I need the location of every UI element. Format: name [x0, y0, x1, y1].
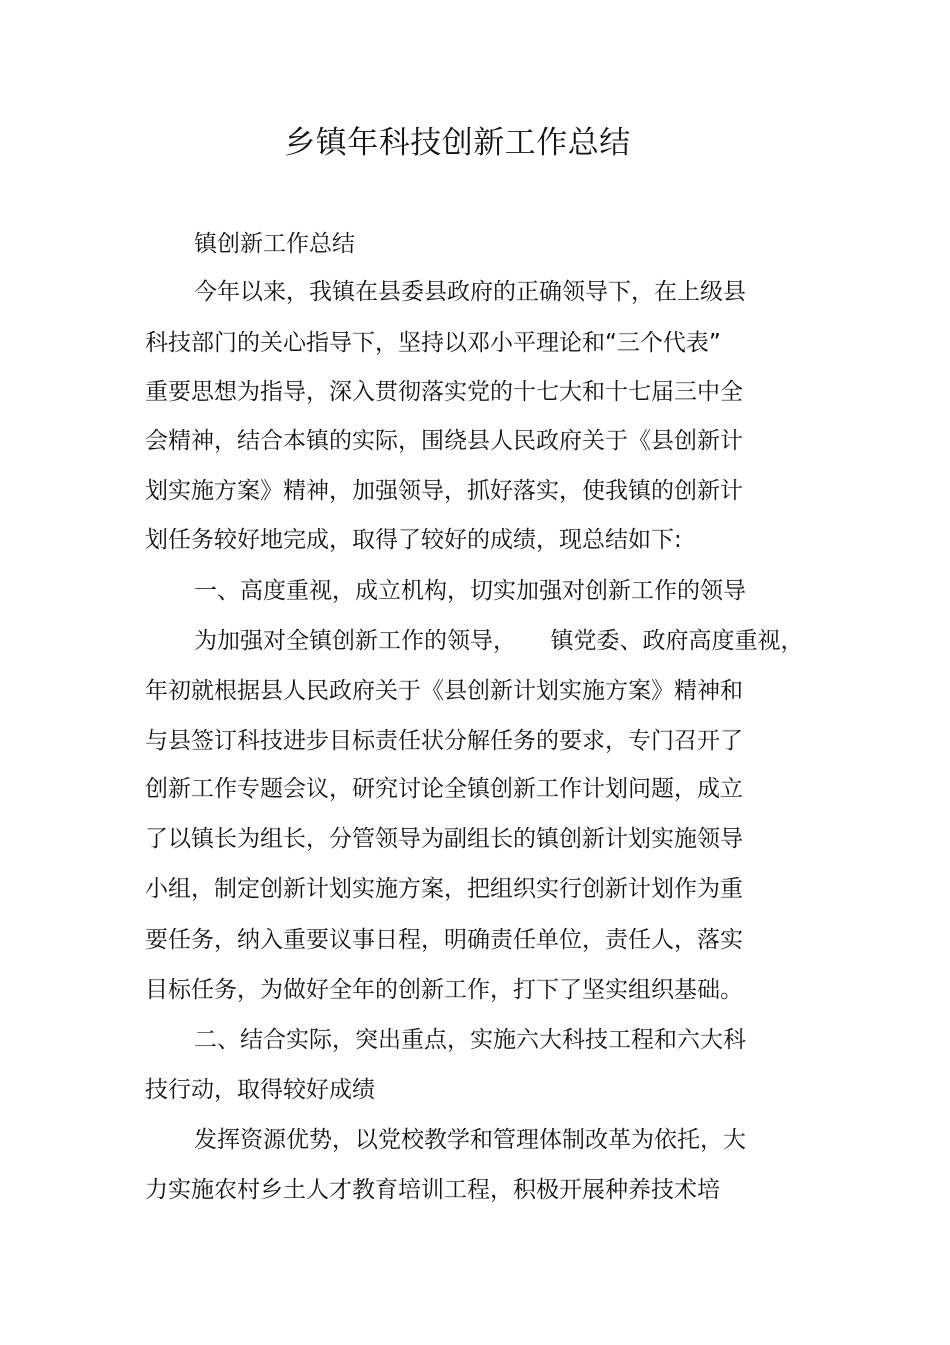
paragraph-line: 目标任务，为做好全年的创新工作，打下了坚实组织基础。	[145, 977, 743, 1003]
paragraph-line: 为加强对全镇创新工作的领导， 镇党委、政府高度重视，	[194, 628, 804, 654]
section-heading: 技行动，取得较好成绩	[145, 1077, 375, 1103]
section-heading: 一、高度重视，成立机构，切实加强对创新工作的领导	[194, 578, 746, 604]
paragraph-line: 了以镇长为组长，分管领导为副组长的镇创新计划实施领导	[145, 826, 743, 852]
paragraph-line: 会精神，结合本镇的实际，围绕县人民政府关于《县创新计	[145, 428, 743, 454]
paragraph-line: 年初就根据县人民政府关于《县创新计划实施方案》精神和	[145, 678, 743, 704]
paragraph-line: 创新工作专题会议，研究讨论全镇创新工作计划问题，成立	[145, 776, 743, 802]
paragraph-line: 划任务较好地完成，取得了较好的成绩，现总结如下:	[145, 527, 682, 553]
paragraph-line: 镇创新工作总结	[194, 231, 355, 257]
paragraph-line: 力实施农村乡土人才教育培训工程，积极开展种养技术培	[145, 1177, 720, 1203]
document-title: 乡镇年科技创新工作总结	[284, 125, 631, 161]
paragraph-line: 划实施方案》精神，加强领导，抓好落实，使我镇的创新计	[145, 478, 743, 504]
paragraph-line: 小组，制定创新计划实施方案，把组织实行创新计划作为重	[145, 876, 743, 902]
paragraph-line: 科技部门的关心指导下，坚持以邓小平理论和“三个代表”	[145, 330, 721, 356]
paragraph-line: 今年以来，我镇在县委县政府的正确领导下，在上级县	[194, 279, 746, 305]
paragraph-line: 发挥资源优势，以党校教学和管理体制改革为依托，大	[194, 1127, 746, 1153]
paragraph-line: 重要思想为指导，深入贯彻落实党的十七大和十七届三中全	[145, 379, 743, 405]
paragraph-line: 与县签订科技进步目标责任状分解任务的要求，专门召开了	[145, 728, 743, 754]
paragraph-line: 要任务，纳入重要议事日程，明确责任单位，责任人，落实	[145, 927, 743, 953]
section-heading: 二、结合实际，突出重点，实施六大科技工程和六大科	[194, 1027, 746, 1053]
